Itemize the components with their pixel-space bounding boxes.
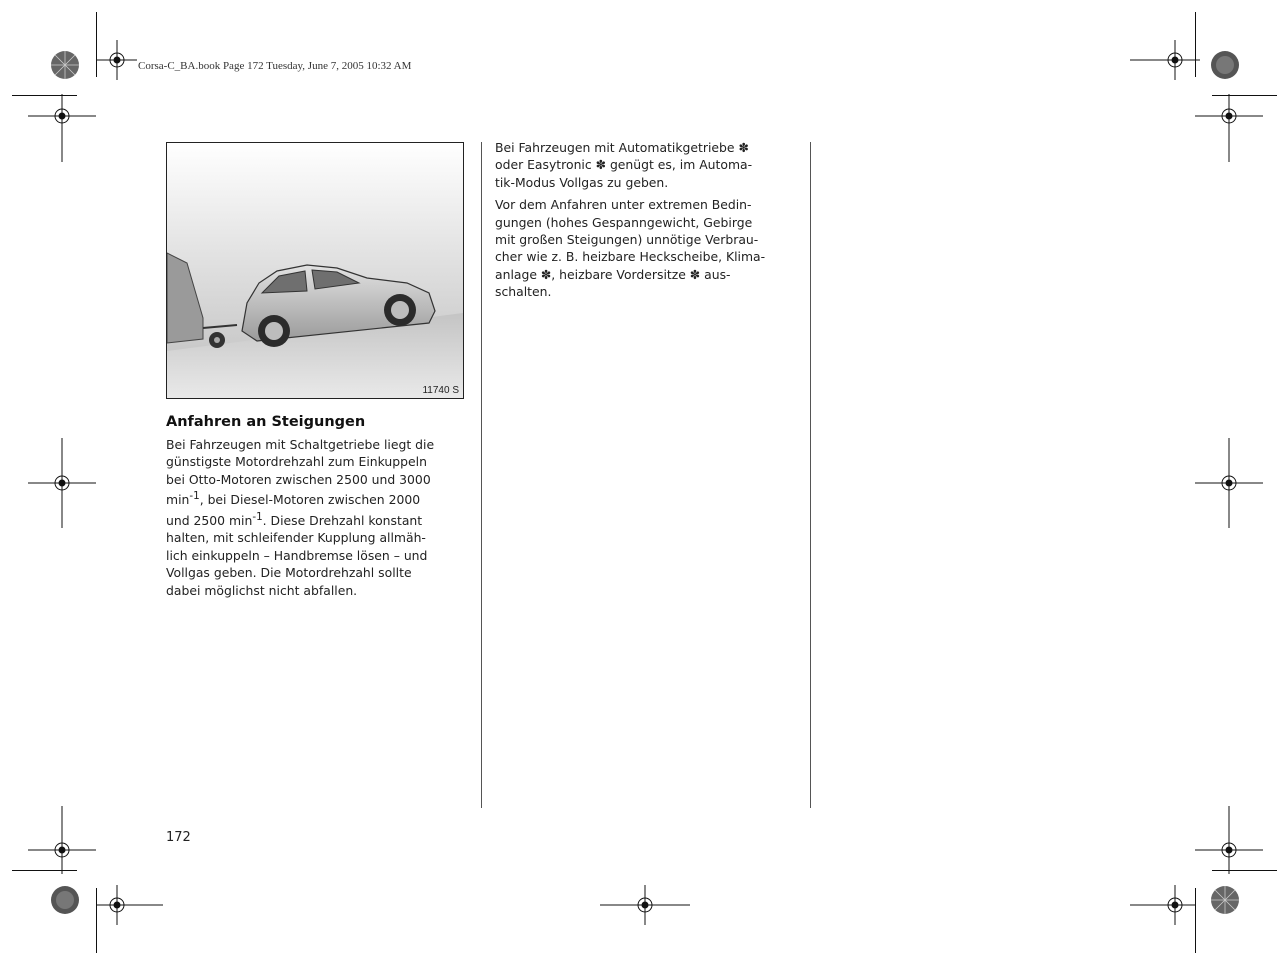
car-towing-trailer-uphill-icon: [167, 143, 463, 398]
text-line: Bei Fahrzeugen mit Automatikgetriebe ✽: [495, 140, 749, 155]
text-fragment: . Diese Drehzahl konstant: [262, 512, 423, 528]
text-line: tik-Modus Vollgas zu geben.: [495, 174, 669, 190]
text-line: Vor dem Anfahren unter extremen Bedin-: [495, 197, 752, 213]
registration-mark-icon: [28, 94, 96, 162]
text-line: schalten.: [495, 284, 552, 300]
paragraph: [495, 139, 795, 191]
text-line: lich einkuppeln – Handbremse lösen – und: [166, 547, 428, 563]
page-number: 172: [166, 830, 191, 845]
color-target-icon: [1210, 885, 1240, 915]
superscript: -1: [189, 490, 200, 503]
color-target-icon: [1210, 50, 1240, 80]
color-target-icon: [50, 50, 80, 80]
text-line: bei Otto-Motoren zwischen 2500 und 3000: [166, 471, 431, 487]
registration-mark-icon: [28, 438, 96, 528]
text-line: anlage ✽, heizbare Vordersitze ✽ aus-: [495, 266, 731, 282]
registration-mark-icon: [1195, 94, 1263, 162]
text-line: gungen (hohes Gespanngewicht, Gebirge: [495, 214, 753, 230]
text-line: [166, 488, 466, 509]
print-header: Corsa-C_BA.book Page 172 Tuesday, June 7, 2005 10:32 AM: [138, 60, 412, 72]
body-text-left: [166, 436, 466, 599]
text-line: mit großen Steigungen) unnötige Verbrau-: [495, 232, 759, 248]
figure-label: 11740 S: [422, 385, 459, 396]
text-fragment: und 2500 min: [166, 512, 253, 528]
registration-mark-icon: [1130, 40, 1220, 80]
text-line: Vollgas geben. Die Motordrehzahl sollte: [166, 565, 412, 581]
registration-mark-icon: [28, 806, 96, 874]
registration-mark-icon: [1130, 885, 1196, 925]
paragraph: [495, 196, 795, 300]
column-divider: [810, 142, 811, 808]
superscript: -1: [252, 510, 263, 523]
registration-mark-icon: [97, 885, 163, 925]
unit-text: min: [166, 492, 190, 508]
text-line: oder Easytronic ✽ genügt es, im Automa-: [495, 157, 753, 173]
column-divider: [481, 142, 482, 808]
text-line: dabei möglichst nicht abfallen.: [166, 582, 358, 598]
text-line: halten, mit schleifender Kupplung allmäh-: [166, 530, 426, 546]
text-line: cher wie z. B. heizbare Heckscheibe, Klima-: [495, 249, 766, 265]
text-line: Bei Fahrzeugen mit Schaltgetriebe liegt die: [166, 437, 435, 452]
body-text-right: [495, 139, 795, 301]
text-fragment: , bei Diesel-Motoren zwischen 2000: [199, 492, 421, 508]
illustration-figure: [166, 142, 464, 399]
registration-mark-icon: [1195, 806, 1263, 874]
registration-mark-icon: [97, 40, 137, 80]
section-heading: Anfahren an Steigungen: [166, 414, 366, 430]
registration-mark-icon: [600, 885, 690, 925]
text-line: günstigste Motordrehzahl zum Einkuppeln: [166, 454, 427, 470]
text-line: [166, 509, 466, 530]
color-target-icon: [50, 885, 80, 915]
registration-mark-icon: [1195, 438, 1263, 528]
